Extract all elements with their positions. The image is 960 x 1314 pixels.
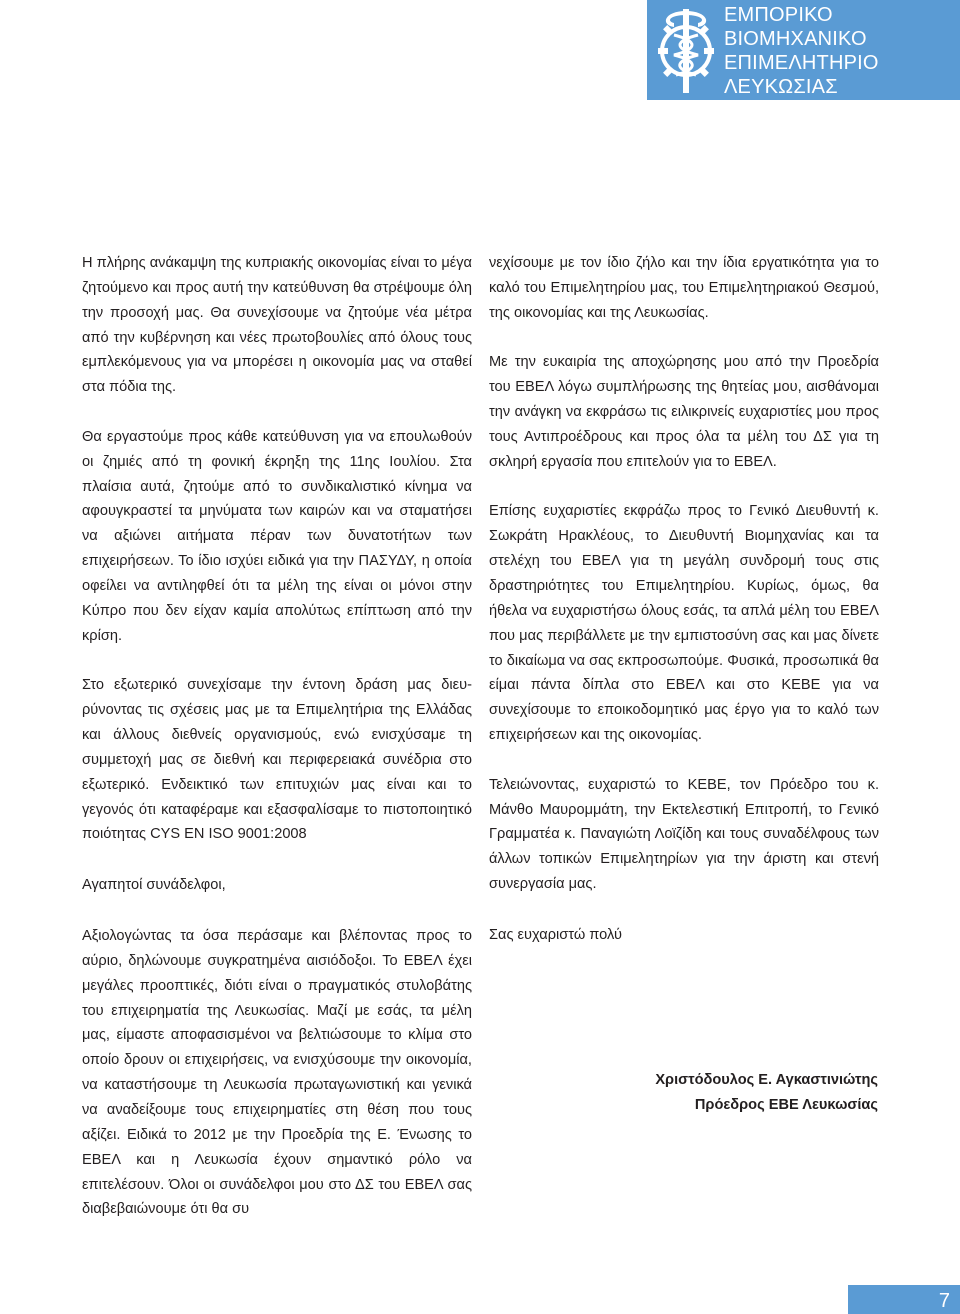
organization-name-line: ΕΜΠΟΡΙΚΟ [724, 4, 833, 26]
left-column [82, 251, 472, 1222]
organization-name-line: ΛΕΥΚΩΣΙΑΣ [724, 76, 838, 98]
paragraph: Με την ευκαιρία της αποχώρησης μου από την Προεδρία του ΕΒΕΛ λόγω συμπλήρωσης της θητείας μου, αισθάνομαι την ανάγκη να εκφράσω τις ειλικρινείς ευχαριστίες μου προς τους Αντιπροέδρους και προς όλα τα μέλη του ΔΣ για τη σκληρή εργασία που επιτελούν για το ΕΒΕΛ. [489, 354, 879, 470]
signature-name: Χριστόδουλος Ε. Αγκαστινιώτης [655, 1072, 878, 1088]
paragraph: Τελειώνοντας, ευχαριστώ το ΚΕΒΕ, τον Πρόεδρο του κ. Μάνθο Μαυρομμάτη, την Εκτελεστική Επιτροπή, το Γενικό Γραμματέα κ. Παναγιώτη Λοϊζίδη και τους συναδέλφους των άλλων τοπικών Επιμελητηρίων για την άριστη και στενή συνεργασία μας. [489, 776, 879, 893]
paragraph: Η πλήρης ανάκαμψη της κυπριακής οικονομίας είναι το μέγα ζητούμενο και προς αυτή την κατεύθυνση θα στρέψουμε όλη την προσοχή μας. Θα συνεχίσουμε να ζητούμε νέα μέτρα από την κυβέρνηση και νέες πρωτοβουλίες από όλους τους εμπλεκόμενους για να μπορέσει η οικονομία μας να σταθεί στα πόδια της. [82, 255, 472, 396]
page-number: 7 [938, 1290, 950, 1312]
paragraph: Στο εξωτερικό συνεχίσαμε την έντονη δράση μας διευρύνοντας τις σχέσεις μας με τα Επιμελητήρια της Ελλάδας και άλλους διεθνείς οργανισμούς, ενώ ενισχύσαμε τη συμμετοχή μας σε διεθνή και περιφερειακά συνέδρια στο εξωτερικό. Ενδεικτικό των επιτυχιών μας είναι και το γεγονός ότι καταφέραμε και εξασφαλίσαμε το πιστοποιητικό ποιότητας CYS EN ISO 9001:2008 [82, 677, 472, 843]
paragraph: Αξιολογώντας τα όσα περάσαμε και βλέποντας προς το αύριο, δηλώνουμε συγκρατημένα αισιόδοξοι. Το ΕΒΕΛ έχει μεγάλες προοπτικές, διότι είναι ο πραγματικός στυλοβάτης του επιχειρηματία της Λευκωσίας. Μαζί με εσάς, τα μέλη μας, είμαστε αποφασισμένοι να βελτιώσουμε το κλίμα στο οποίο δρουν οι επιχειρήσεις, να ενισχύσουμε την οικονομία, να καταστήσουμε τη Λευκωσία πρωταγωνιστική και γενικά να αναδείξουμε τους επιχειρηματίες στη θέση που τους αξίζει. Ειδικά το 2012 με την Προεδρία της Ε. Ένωσης το ΕΒΕΛ και η Λευκωσία έχουν σημαντικό ρόλο να επιτελέσουν. Όλοι οι συνάδελφοι μου στο ΔΣ του ΕΒΕΛ σας διαβεβαιώνουμε ότι θα συ [82, 928, 472, 1218]
organization-name [724, 3, 956, 99]
right-column [489, 251, 879, 948]
page-number-tab [848, 1285, 960, 1314]
paragraph: Θα εργαστούμε προς κάθε κατεύθυνση για να επουλωθούν οι ζημιές από τη φονική έκρηξη της 11ης Ιουλίου. Στα πλαίσια αυτά, ζητούμε από το συνδικαλιστικό κίνημα να αφουγκραστεί τα μηνύματα των καιρών και να σταματήσει να αξιώνει αιτήματα πέραν των δυνατοτήτων των επιχειρήσεων. Το ίδιο ισχύει ειδικά για την ΠΑΣΥΔΥ, η οποία οφείλει να αντιληφθεί ότι τα μέλη της είναι οι μόνοι στην Κύπρο που δεν είχαν καμία απολύτως επίπτωση από την κρίση. [82, 428, 472, 644]
organization-name-line: ΒΙΟΜΗΧΑΝΙΚΟ [724, 28, 867, 50]
signature-block [560, 1068, 878, 1118]
closing-thanks: Σας ευχαριστώ πολύ [489, 926, 622, 943]
paragraph: Επίσης ευχαριστίες εκφράζω προς το Γενικό Διευθυντή κ. Σωκράτη Ηρακλέους, το Διευθυντή Βιομηχανίας και τα στελέχη του ΕΒΕΛ για τη μεγάλη συνδρομή τους στις δραστηριότητες του Επιμελητηρίου. Κυρίως, όμως, θα ήθελα να ευχαριστήσω όλους εσάς, τα απλά μέλη του ΕΒΕΛ που μας περιβάλλετε με την εμπιστοσύνη σας και μας δίνετε το δικαίωμα να σας εκπροσωπούμε. Φυσικά, προσωπικά θα είμαι πάντα δίπλα στο ΕΒΕΛ και στο ΚΕΒΕ για να συνεχίσουμε το εποικοδομητικό μας έργο για το καλό των επιχειρήσεων και της οικονομίας. [489, 503, 879, 744]
caduceus-gear-emblem-icon [654, 5, 718, 95]
signature-title: Πρόεδρος ΕΒΕ Λευκωσίας [694, 1096, 878, 1113]
salutation: Αγαπητοί συνάδελφοι, [82, 877, 226, 894]
paragraph: νεχίσουμε με τον ίδιο ζήλο και την ίδια εργατικότητα για το καλό του Επιμελητηρίου μας, του Επιμελητηριακού Θεσμού, της οικονομίας και της Λευκωσίας. [489, 255, 879, 321]
organization-name-line: ΕΠΙΜΕΛΗΤΗΡΙΟ [724, 52, 879, 74]
